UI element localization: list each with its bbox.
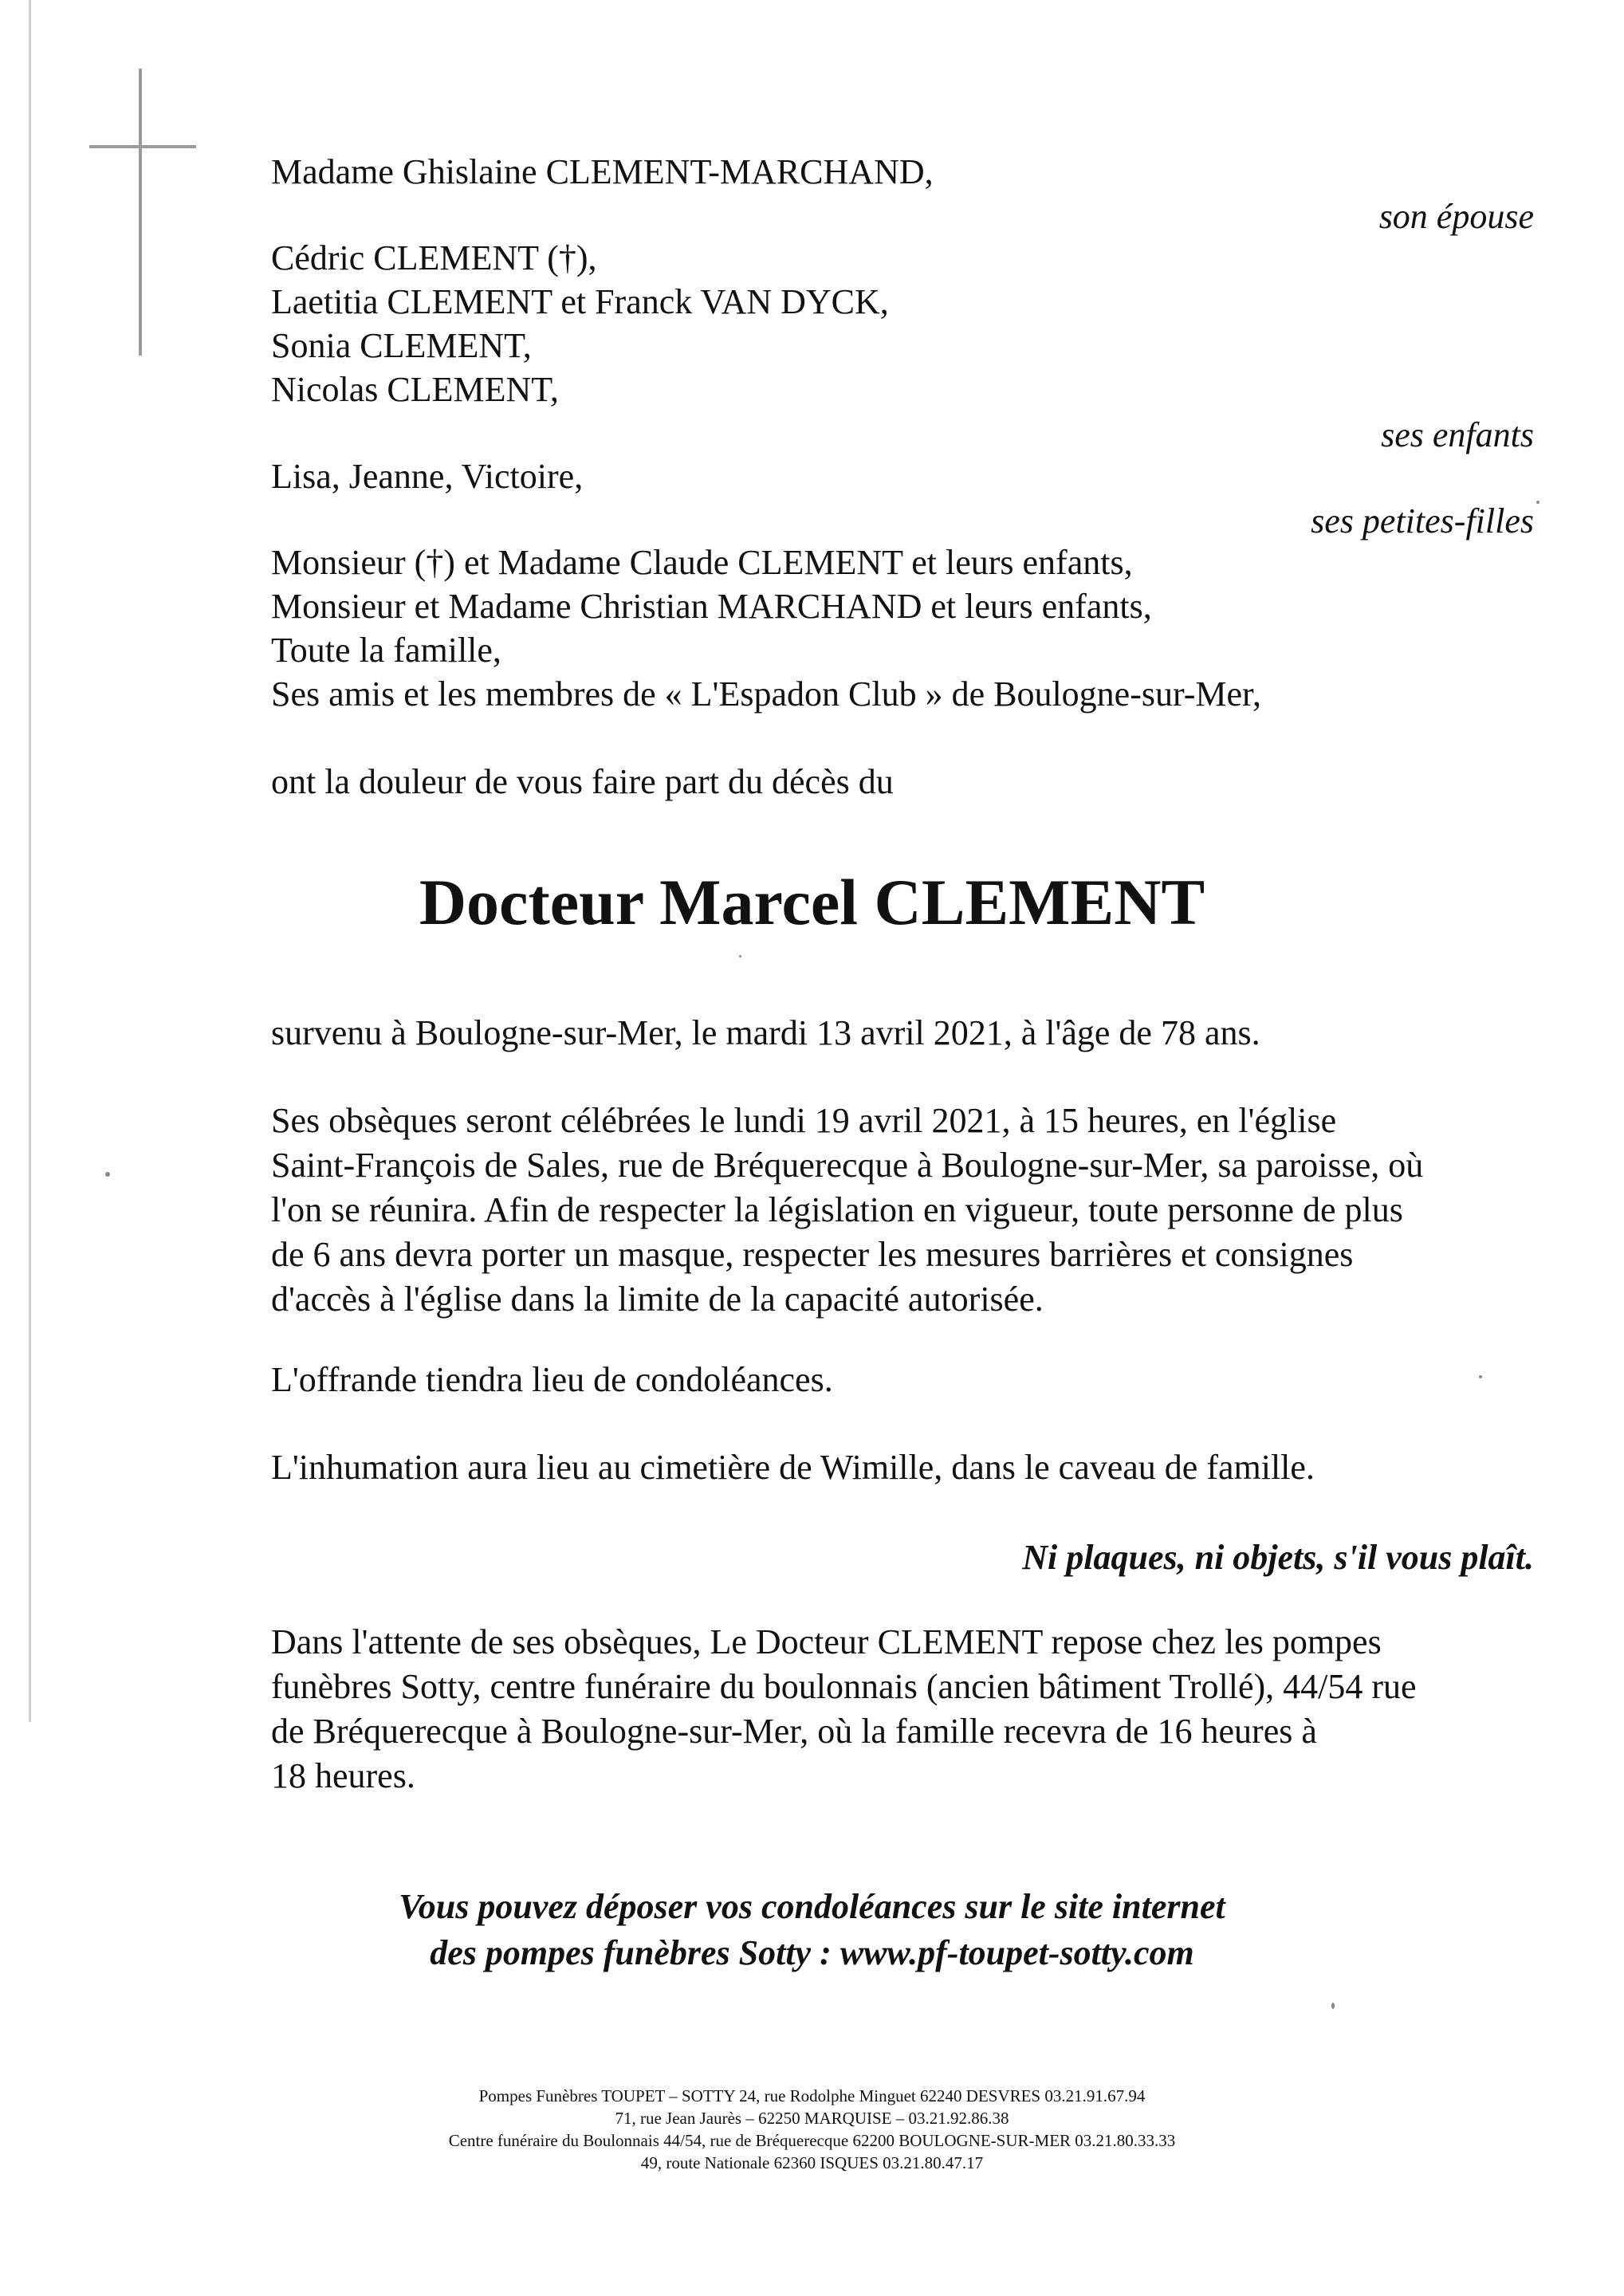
- condolences-website-note: [0, 1884, 1624, 1976]
- scan-speck: [105, 1172, 110, 1177]
- footer-line: 71, rue Jean Jaurès – 62250 MARQUISE – 03.21.92.86.38: [615, 2109, 1009, 2128]
- cross-vertical-bar: [139, 69, 142, 356]
- death-details: survenu à Boulogne-sur-Mer, le mardi 13 avril 2021, à l'âge de 78 ans.: [271, 1013, 1260, 1052]
- announcement: ont la douleur de vous faire part du décès du: [271, 762, 894, 801]
- children-role: ses enfants: [1381, 415, 1534, 454]
- wake-line: funèbres Sotty, centre funéraire du boulonnais (ancien bâtiment Trollé), 44/54 rue: [271, 1667, 1417, 1706]
- scan-speck: [739, 955, 741, 957]
- relative-2: Monsieur et Madame Christian MARCHAND et leurs enfants,: [271, 587, 1152, 626]
- deceased-name: Docteur Marcel CLEMENT: [419, 866, 1205, 938]
- website-line: des pompes funèbres Sotty : www.pf-toupet-sotty.com: [430, 1933, 1194, 1972]
- child-3: Sonia CLEMENT,: [271, 326, 532, 365]
- offering-note: L'offrande tiendra lieu de condoléances.: [271, 1360, 833, 1399]
- footer-line: 49, route Nationale 62360 ISQUES 03.21.80.47.17: [640, 2153, 984, 2172]
- child-1: Cédric CLEMENT (†),: [271, 238, 597, 277]
- website-line: Vous pouvez déposer vos condoléances sur le site internet: [399, 1887, 1225, 1926]
- footer-line: Centre funéraire du Boulonnais 44/54, rue de Bréquerecque 62200 BOULOGNE-SUR-MER 03.21.80.33.33: [448, 2131, 1176, 2150]
- footer-line: Pompes Funèbres TOUPET – SOTTY 24, rue Rodolphe Minguet 62240 DESVRES 03.21.91.67.94: [478, 2086, 1146, 2105]
- granddaughters-role: ses petites-filles: [1311, 501, 1534, 541]
- wake-line: Dans l'attente de ses obsèques, Le Docteur CLEMENT repose chez les pompes: [271, 1622, 1382, 1661]
- scan-speck: [1479, 1375, 1482, 1378]
- burial-note: L'inhumation aura lieu au cimetière de Wimille, dans le caveau de famille.: [271, 1448, 1315, 1487]
- funeral-home-footer: [0, 2085, 1624, 2174]
- granddaughters: Lisa, Jeanne, Victoire,: [271, 457, 584, 496]
- wake-line: 18 heures.: [271, 1756, 415, 1795]
- cross-horizontal-bar: [89, 145, 196, 148]
- no-plaques-note: Ni plaques, ni objets, s'il vous plaît.: [1022, 1538, 1534, 1577]
- scan-speck: [1536, 501, 1539, 504]
- funeral-line: Ses obsèques seront célébrées le lundi 19 avril 2021, à 15 heures, en l'église: [271, 1101, 1337, 1140]
- relative-1: Monsieur (†) et Madame Claude CLEMENT et leurs enfants,: [271, 543, 1133, 582]
- spouse-role: son épouse: [1378, 197, 1534, 236]
- wake-paragraph: [271, 1620, 1417, 1799]
- funeral-line: d'accès à l'église dans la limite de la capacité autorisée.: [271, 1280, 1044, 1319]
- funeral-line: l'on se réunira. Afin de respecter la législation en vigueur, toute personne de plus: [271, 1190, 1403, 1229]
- funeral-line: Saint-François de Sales, rue de Bréquerecque à Boulogne-sur-Mer, sa paroisse, où: [271, 1146, 1424, 1185]
- child-4: Nicolas CLEMENT,: [271, 370, 559, 409]
- funeral-line: de 6 ans devra porter un masque, respecter les mesures barrières et consignes: [271, 1235, 1354, 1274]
- relative-4: Ses amis et les membres de « L'Espadon Club » de Boulogne-sur-Mer,: [271, 674, 1261, 714]
- child-2: Laetitia CLEMENT et Franck VAN DYCK,: [271, 282, 889, 321]
- wake-line: de Bréquerecque à Boulogne-sur-Mer, où la famille recevra de 16 heures à: [271, 1712, 1317, 1751]
- scan-speck: [1331, 2003, 1335, 2009]
- relative-3: Toute la famille,: [271, 631, 501, 670]
- scan-edge-line: [29, 0, 31, 1722]
- spouse-name: Madame Ghislaine CLEMENT-MARCHAND,: [271, 152, 934, 191]
- funeral-paragraph: [271, 1099, 1423, 1322]
